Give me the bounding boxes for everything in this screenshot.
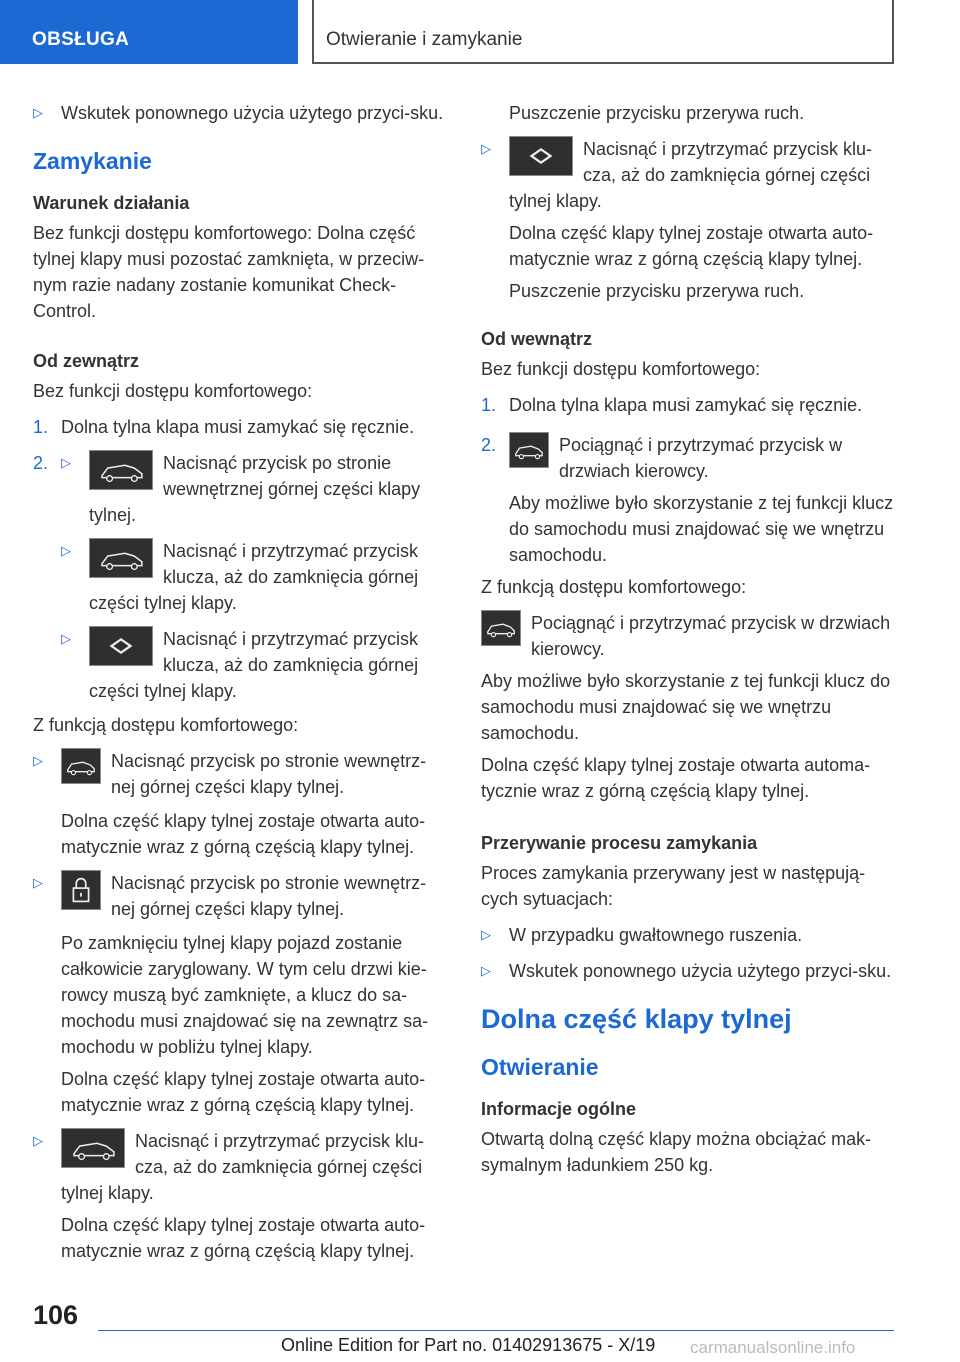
paragraph: Puszczenie przycisku przerywa ruch. xyxy=(509,103,805,123)
item-text: Nacisnąć i przytrzymać przycisk klu-cza, aż do zamknięcia górnej części tylnej klapy. xyxy=(61,1131,425,1203)
bullet-item: ▷ Wskutek ponownego użycia użytego przyci-sku. xyxy=(33,100,448,126)
item-text: Nacisnąć przycisk po stronie wewnętrznej górnej części klapy tylnej. xyxy=(89,453,421,525)
paragraph: Puszczenie przycisku przerywa ruch. xyxy=(509,281,805,301)
paragraph: Aby możliwe było skorzystanie z tej funkcji klucz do samochodu musi znajdować się we wnętrzu samochodu. xyxy=(481,671,891,743)
paragraph: Dolna część klapy tylnej zostaje otwarta auto-matycznie wraz z górną częścią klapy tylnej. xyxy=(61,1069,426,1115)
paragraph: Dolna część klapy tylnej zostaje otwarta auto-matycznie wraz z górną częścią klapy tylnej. xyxy=(61,811,426,857)
car-tailgate-icon xyxy=(61,748,101,784)
paragraph: Z funkcją dostępu komfortowego: xyxy=(481,577,747,597)
numbered-item xyxy=(33,414,448,440)
item-text: Dolna tylna klapa musi zamykać się ręcznie. xyxy=(61,417,415,437)
heading-wewnatrz: Od wewnątrz xyxy=(481,329,593,349)
item-number: 1. xyxy=(481,395,497,415)
bullet-item: ▷ Wskutek ponownego użycia użytego przyci-sku. xyxy=(481,958,896,984)
bullet-item: ▷ Nacisnąć przycisk po stronie wewnętrz-nej górnej części klapy tylnej. Po zamknięciu tylnej klapy pojazd zostanie całkowicie zaryglowany. W tym celu drzwi kie-rowcy muszą być zamknięte, a klucz do sa-mochodu musi znajdować się na zewnątrz sa-mochodu w pobliżu tylnej klapy. Dolna część klapy tylnej zostaje otwarta auto-matycznie wraz z górną częścią klapy tylnej. xyxy=(33,870,448,1118)
heading-zewnatrz: Od zewnątrz xyxy=(33,351,140,371)
edition-text: Online Edition for Part no. 01402913675 - X/19 xyxy=(281,1335,656,1355)
car-tailgate-icon xyxy=(481,610,521,646)
paragraph: Dolna część klapy tylnej zostaje otwarta automa-tycznie wraz z górną częścią klapy tylnej. xyxy=(481,755,871,801)
car-tailgate-icon xyxy=(509,432,549,468)
item-text: Nacisnąć i przytrzymać przycisk klucza, aż do zamknięcia górnej części tylnej klapy. xyxy=(89,541,419,613)
item-number: 1. xyxy=(33,417,49,437)
paragraph: Otwartą dolną część klapy można obciążać mak-symalnym ładunkiem 250 kg. xyxy=(481,1129,872,1175)
paragraph: Po zamknięciu tylnej klapy pojazd zostanie całkowicie zaryglowany. W tym celu drzwi kie-rowcy muszą być zamknięte, a klucz do sa-mochodu musi znajdować się na zewnątrz sa-mochodu w pobliżu tylnej klapy. xyxy=(61,933,429,1057)
car-tailgate-icon xyxy=(89,538,153,578)
key-open-icon xyxy=(509,136,573,176)
right-column xyxy=(509,100,895,126)
chapter-tab xyxy=(312,0,894,64)
item-text: Nacisnąć i przytrzymać przycisk klu-cza, aż do zamknięcia górnej części tylnej klapy. xyxy=(509,139,873,211)
item-number: 2. xyxy=(33,453,49,473)
bullet-item: ▷ Nacisnąć i przytrzymać przycisk klu-cza, aż do zamknięcia górnej części tylnej klapy. Dolna część klapy tylnej zostaje otwarta auto-matycznie wraz z górną częścią klapy tylnej. xyxy=(33,1128,448,1264)
left-column xyxy=(33,100,448,1264)
paragraph: Dolna część klapy tylnej zostaje otwarta auto-matycznie wraz z górną częścią klapy tylnej. xyxy=(61,1215,426,1261)
car-tailgate-icon xyxy=(61,1128,125,1168)
numbered-item xyxy=(33,450,448,704)
chapter-title: Otwieranie i zamykanie xyxy=(326,29,523,50)
item-text: Nacisnąć i przytrzymać przycisk klucza, aż do zamknięcia górnej części tylnej klapy. xyxy=(89,629,419,701)
footer-divider xyxy=(98,1330,894,1331)
section-title: OBSŁUGA xyxy=(32,29,130,50)
item-text: Pociągnąć i przytrzymać przycisk w drzwiach kierowcy. xyxy=(531,613,891,659)
heading-otwieranie: Otwieranie xyxy=(481,1054,599,1080)
key-open-icon xyxy=(89,626,153,666)
numbered-item xyxy=(481,392,896,418)
bullet-item: ▷ Nacisnąć i przytrzymać przycisk klucza, aż do zamknięcia górnej części tylnej klapy. xyxy=(61,626,448,704)
bullet-item: ▷ Nacisnąć i przytrzymać przycisk klu-cza, aż do zamknięcia górnej części tylnej klapy. Dolna część klapy tylnej zostaje otwarta auto-matycznie wraz z górną częścią klapy tylnej. Puszczenie przycisku przerywa ruch. xyxy=(481,136,896,304)
bullet-item: ▷ Nacisnąć i przytrzymać przycisk klucza, aż do zamknięcia górnej części tylnej klapy. xyxy=(61,538,448,616)
comfort-access-item xyxy=(481,610,896,662)
right-column-body xyxy=(481,136,896,1178)
numbered-item xyxy=(481,432,896,568)
watermark: carmanualsonline.info xyxy=(690,1338,856,1357)
heading-info: Informacje ogólne xyxy=(481,1099,637,1119)
bullet-item: ▷ Nacisnąć przycisk po stronie wewnętrznej górnej części klapy tylnej. xyxy=(61,450,448,528)
paragraph: Bez funkcji dostępu komfortowego: xyxy=(481,359,761,379)
car-tailgate-icon xyxy=(89,450,153,490)
page-number: 106 xyxy=(33,1300,79,1330)
heading-warunek: Warunek działania xyxy=(33,193,190,213)
heading-zamykanie: Zamykanie xyxy=(33,148,152,174)
item-text: Nacisnąć przycisk po stronie wewnętrz-nej górnej części klapy tylnej. xyxy=(111,751,427,797)
item-text: Nacisnąć przycisk po stronie wewnętrz-nej górnej części klapy tylnej. xyxy=(111,873,427,919)
paragraph: Z funkcją dostępu komfortowego: xyxy=(33,715,299,735)
paragraph: Bez funkcji dostępu komfortowego: xyxy=(33,381,313,401)
paragraph: Aby możliwe było skorzystanie z tej funkcji klucz do samochodu musi znajdować się we wnętrzu samochodu. xyxy=(509,493,894,565)
paragraph: Bez funkcji dostępu komfortowego: Dolna część tylnej klapy musi pozostać zamknięta, w przeciw-nym razie nadany zostanie komunikat Check-Control. xyxy=(33,223,425,321)
item-text: Dolna tylna klapa musi zamykać się ręcznie. xyxy=(509,395,863,415)
heading-dolna: Dolna część klapy tylnej xyxy=(481,1004,792,1034)
bullet-item: ▷ W przypadku gwałtownego ruszenia. xyxy=(481,922,896,948)
lock-icon xyxy=(61,870,101,910)
item-number: 2. xyxy=(481,435,497,455)
item-text: Pociągnąć i przytrzymać przycisk w drzwiach kierowcy. xyxy=(559,435,843,481)
bullet-item: ▷ Nacisnąć przycisk po stronie wewnętrz-nej górnej części klapy tylnej. Dolna część klapy tylnej zostaje otwarta auto-matycznie wraz z górną częścią klapy tylnej. xyxy=(33,748,448,860)
paragraph: Dolna część klapy tylnej zostaje otwarta auto-matycznie wraz z górną częścią klapy tylnej. xyxy=(509,223,874,269)
section-tab xyxy=(0,0,298,64)
heading-przerywanie: Przerywanie procesu zamykania xyxy=(481,833,758,853)
paragraph: Proces zamykania przerywany jest w następują-cych sytuacjach: xyxy=(481,863,866,909)
